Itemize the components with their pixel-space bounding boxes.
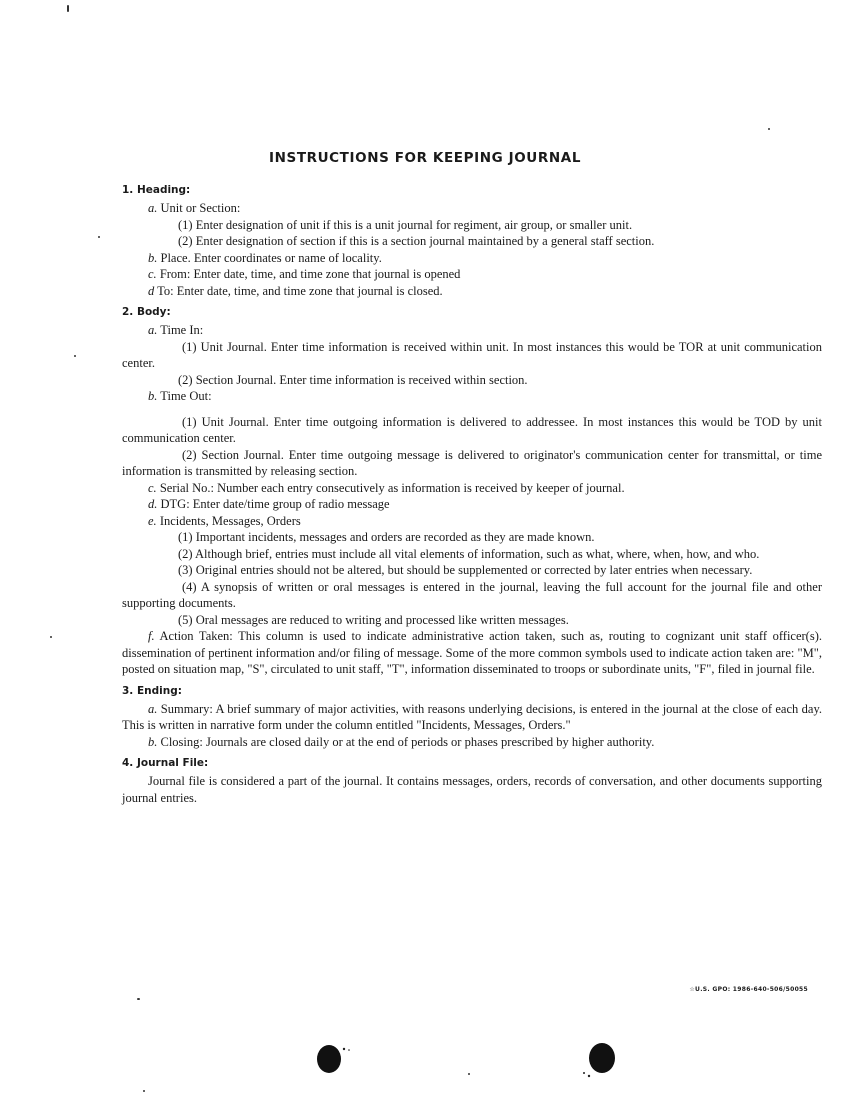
item-text: Incidents, Messages, Orders (159, 513, 301, 528)
body-item-e1: (1) Important incidents, messages and orders are recorded as they are made known. (178, 530, 595, 544)
scan-speck (468, 1073, 470, 1075)
item-letter: e. (148, 513, 157, 528)
heading-item-d (122, 283, 822, 300)
instructions-body (122, 183, 822, 806)
item-letter: d (148, 283, 155, 298)
item-letter: a. (148, 701, 158, 716)
item-text: Place. Enter coordinates or name of locality. (160, 250, 382, 265)
section-journal-file-title: 4. Journal File: (122, 757, 209, 769)
body-item-c (122, 480, 822, 497)
body-item-d (122, 496, 822, 513)
item-text: Time Out: (160, 389, 212, 403)
body-item-a2: (2) Section Journal. Enter time information is received within section. (178, 372, 528, 387)
section-body-title: 2. Body: (122, 306, 171, 318)
ending-item-b (122, 734, 822, 751)
scan-speck (67, 5, 69, 12)
item-letter: a. (148, 201, 158, 215)
scan-speck (98, 236, 100, 238)
section-heading-title: 1. Heading: (122, 184, 191, 196)
item-letter: b. (148, 734, 158, 749)
body-item-e4: (4) A synopsis of written or oral messages is entered in the journal, leaving the full account for the journal file and other supporting documents. (122, 579, 822, 610)
gpo-print-code: ☆U.S. GPO: 1986-640-506/50055 (689, 986, 808, 993)
punch-hole-right (574, 1040, 620, 1080)
heading-item-a2: (2) Enter designation of section if this is a section journal maintained by a general staff section. (178, 234, 655, 248)
heading-item-b (122, 250, 822, 267)
scan-speck (143, 1090, 145, 1092)
item-letter: c. (148, 480, 157, 495)
heading-item-a (122, 200, 822, 217)
item-letter: a. (148, 323, 158, 337)
scan-speck (137, 998, 140, 1000)
item-letter: b. (148, 389, 158, 403)
item-text: Unit or Section: (160, 201, 241, 215)
item-text: Serial No.: Number each entry consecutively as information is received by keeper of journal. (159, 480, 625, 495)
item-text: To: Enter date, time, and time zone that journal is closed. (157, 283, 443, 298)
item-letter: b. (148, 250, 158, 265)
heading-item-a1: (1) Enter designation of unit if this is a unit journal for regiment, air group, or smaller unit. (178, 217, 633, 232)
ending-item-a (122, 701, 822, 734)
scan-speck (768, 128, 770, 130)
body-item-b1: (1) Unit Journal. Enter time outgoing information is delivered to addressee. In most instances this would be TOD by unit communication center. (122, 414, 822, 445)
punch-hole-left (312, 1040, 356, 1080)
item-letter: c. (148, 267, 157, 281)
body-item-e3: (3) Original entries should not be altered, but should be supplemented or corrected by later entries when necessary. (178, 563, 753, 577)
section-ending-title: 3. Ending: (122, 684, 182, 697)
body-item-e2: (2) Although brief, entries must include all vital elements of information, such as what, where, when, how, and who. (178, 546, 760, 561)
body-item-e5: (5) Oral messages are reduced to writing and processed like written messages. (178, 612, 569, 627)
item-text: Action Taken: This column is used to indicate administrative action taken, such as, routing to cognizant unit staff officer(s). dissemination of pertinent information and/or filing of message. Some of the more common symbols used to indicate action taken are: "M", posted on situation map, "S", circulated to unit staff, "T", information disseminated to troops or subordinate units, "F", filed in journal file. (122, 629, 822, 676)
page-title: INSTRUCTIONS FOR KEEPING JOURNAL (268, 150, 582, 166)
journal-file-text: Journal file is considered a part of the journal. It contains messages, orders, records of conversation, and other documents supporting journal entries. (122, 774, 822, 805)
body-item-a (122, 322, 822, 339)
item-text: DTG: Enter date/time group of radio message (160, 497, 390, 511)
item-text: Closing: Journals are closed daily or at the end of periods or phases prescribed by higher authority. (160, 734, 655, 749)
scan-speck (74, 355, 76, 357)
item-text: Summary: A brief summary of major activities, with reasons underlying decisions, is entered in the journal at the close of each day. This is written in narrative form under the column entitled "Incidents, Messages, Orders." (122, 701, 823, 732)
body-item-a1: (1) Unit Journal. Enter time information is received within unit. In most instances this would be TOR at unit communication center. (122, 339, 822, 370)
body-item-b (122, 388, 822, 405)
item-letter: f. (148, 629, 155, 643)
item-text: Time In: (160, 323, 204, 337)
heading-item-c (122, 266, 822, 283)
body-item-e (122, 513, 822, 530)
item-text: From: Enter date, time, and time zone that journal is opened (159, 267, 461, 281)
body-item-f (122, 628, 822, 678)
body-item-b2: (2) Section Journal. Enter time outgoing message is delivered to originator's communication center for transmittal, or time information is transmitted by releasing section. (122, 447, 822, 478)
scan-speck (50, 636, 52, 638)
item-letter: d. (148, 497, 158, 511)
